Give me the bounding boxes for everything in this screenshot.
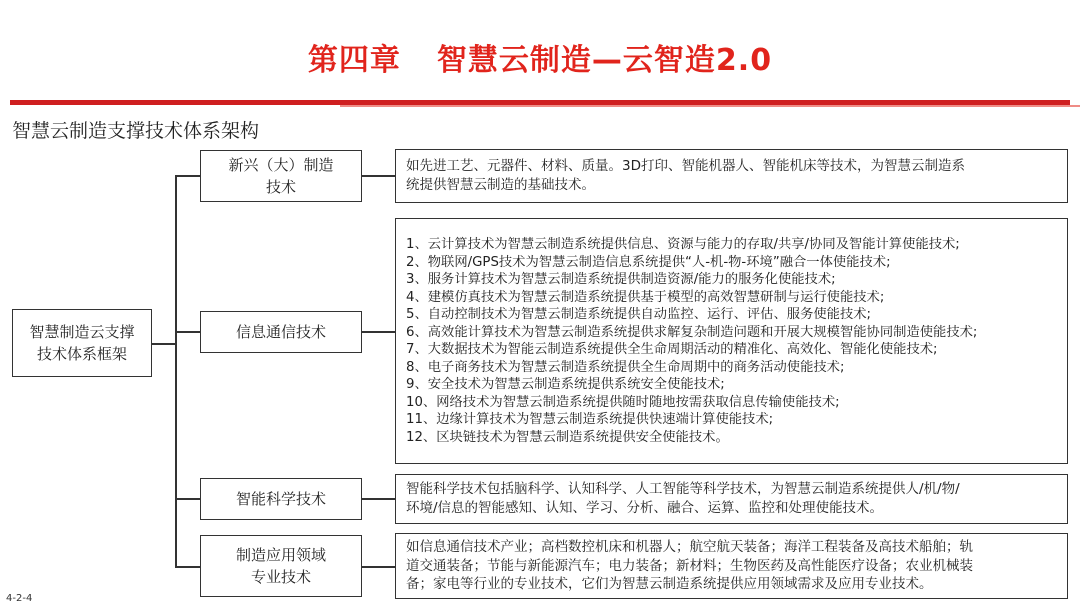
description-line: 12、区块链技术为智慧云制造系统提供安全使能技术。 (406, 429, 729, 445)
category-description-application-domain (395, 533, 1068, 599)
page-number: 4-2-4 (6, 593, 33, 604)
root-node (12, 309, 152, 377)
connector-branch-3 (175, 498, 200, 500)
root-label-line: 智慧制造云支撑 (29, 323, 135, 341)
header-rule-accent (340, 105, 1080, 107)
root-label-line: 技术体系框架 (36, 345, 127, 363)
connector-desc-4 (362, 566, 395, 568)
connector-desc-1 (362, 175, 395, 177)
description-line: 统提供智慧云制造的基础技术。 (406, 177, 595, 193)
connector-desc-2 (362, 331, 395, 333)
description-line: 1、云计算技术为智慧云制造系统提供信息、资源与能力的存取/共享/协同及智能计算使能技术; (406, 237, 960, 252)
description-line: 7、大数据技术为智能云制造系统提供全生命周期活动的精准化、高效化、智能化使能技术; (406, 342, 938, 357)
description-line: 6、高效能计算技术为智慧云制造系统提供求解复杂制造问题和开展大规模智能协同制造使能技术; (406, 324, 978, 340)
category-node-emerging-manufacturing (200, 150, 362, 202)
description-line: 9、安全技术为智慧云制造系统提供系统安全使能技术; (406, 377, 725, 392)
description-line: 如信息通信技术产业；高档数控机床和机器人；航空航天装备；海洋工程装备及高技术船舶；轨 (406, 539, 973, 556)
description-line: 备；家电等行业的专业技术，它们为智慧云制造系统提供应用领域需求及应用专业技术。 (406, 576, 933, 593)
description-line: 道交通装备；节能与新能源汽车；电力装备；新材料；生物医药及高性能医疗设备；农业机械装 (406, 557, 973, 574)
category-description-emerging-manufacturing (395, 149, 1068, 203)
connector-branch-1 (175, 175, 200, 177)
description-line: 4、建模仿真技术为智慧云制造系统提供基于模型的高效智慧研制与运行使能技术; (406, 289, 885, 305)
category-label-line: 信息通信技术 (235, 323, 326, 341)
description-line: 8、电子商务技术为智慧云制造系统提供全生命周期中的商务活动使能技术; (406, 359, 845, 375)
chapter-label: 第四章 (307, 43, 401, 78)
description-line: 环境/信息的智能感知、认知、学习、分析、融合、运算、监控和处理使能技术。 (406, 500, 884, 516)
chapter-title: 智慧云制造—云智造2.0 (436, 43, 773, 78)
category-label-line: 智能科学技术 (235, 490, 326, 508)
description-line: 11、边缘计算技术为智慧云制造系统提供快速端计算使能技术; (406, 412, 774, 427)
category-node-application-domain (200, 535, 362, 597)
category-label-line: 技术 (265, 178, 296, 196)
connector-root (152, 343, 176, 345)
connector-desc-3 (362, 498, 395, 500)
category-label-line: 专业技术 (250, 568, 311, 586)
description-line: 智能科学技术包括脑科学、认知科学、人工智能等科学技术，为智慧云制造系统提供人/机/物/ (406, 481, 960, 498)
connector-branch-2 (175, 331, 200, 333)
category-description-ict (395, 218, 1068, 464)
category-label-line: 制造应用领域 (235, 546, 326, 564)
category-label-line: 新兴（大）制造 (228, 156, 334, 174)
diagram-subtitle: 智慧云制造支撑技术体系架构 (12, 120, 260, 142)
description-line: 10、网络技术为智慧云制造系统提供随时随地按需获取信息传输使能技术; (406, 394, 840, 410)
category-node-intelligent-science (200, 478, 362, 520)
category-description-intelligent-science (395, 474, 1068, 524)
description-line: 3、服务计算技术为智慧云制造系统提供制造资源/能力的服务化使能技术; (406, 272, 836, 287)
connector-trunk (175, 175, 177, 567)
description-line: 如先进工艺、元器件、材料、质量。3D打印、智能机器人、智能机床等技术，为智慧云制造系 (406, 158, 965, 175)
description-line: 2、物联网/GPS技术为智慧云制造信息系统提供“人-机-物-环境”融合一体使能技术; (406, 254, 891, 270)
category-node-ict (200, 311, 362, 353)
connector-branch-4 (175, 566, 200, 568)
description-line: 5、自动控制技术为智慧云制造系统提供自动监控、运行、评估、服务使能技术; (406, 307, 872, 322)
page-title (0, 36, 1080, 86)
